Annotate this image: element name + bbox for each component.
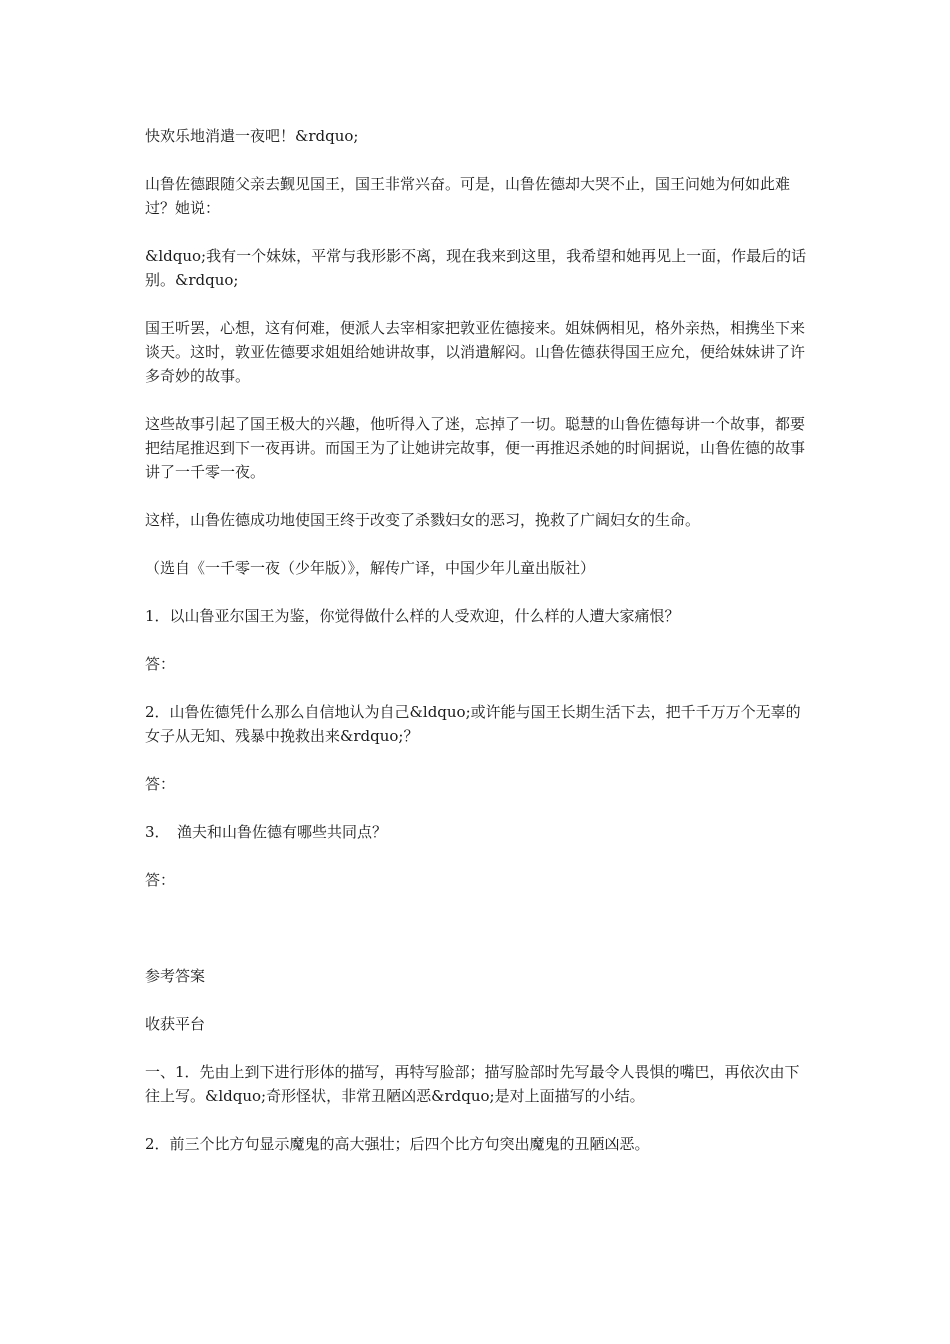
paragraph-outcome: 这样，山鲁佐德成功地使国王终于改变了杀戮妇女的恶习，挽救了广阔妇女的生命。 — [145, 511, 701, 529]
question-3: 3． 渔夫和山鲁佐德有哪些共同点？ — [145, 823, 388, 841]
reference-answers-heading: 参考答案 — [145, 967, 206, 985]
paragraph-sisters-meet: 国王听罢，心想，这有何难，便派人去宰相家把敦亚佐德接来。姐妹俩相见，格外亲热，相携坐下来谈天。这时，敦亚佐德要求姐姐给她讲故事，以消遣解闷。山鲁佐德获得国王应允，便给妹妹讲了许多奇妙的故事。 — [145, 319, 806, 385]
source-citation: （选自《一千零一夜（少年版）》，解传广译，中国少年儿童出版社） — [145, 559, 596, 577]
section-spacer — [145, 916, 810, 964]
question-1: 1．以山鲁亚尔国王为鉴，你觉得做什么样的人受欢迎，什么样的人遭大家痛恨？ — [145, 607, 680, 625]
answer-section-1-item-2: 2．前三个比方句显示魔鬼的高大强壮；后四个比方句突出魔鬼的丑陋凶恶。 — [145, 1135, 650, 1153]
question-2: 2．山鲁佐德凭什么那么自信地认为自己&ldquo;或许能与国王长期生活下去，把千千万万个无辜的女子从无知、残暴中挽救出来&rdquo;？ — [145, 703, 801, 745]
answer-3-label: 答： — [145, 871, 176, 889]
paragraph-sister-request: &ldquo;我有一个妹妹，平常与我形影不离，现在我来到这里，我希望和她再见上一面，作最后的话别。&rdquo; — [145, 247, 807, 289]
paragraph-stories-interest: 这些故事引起了国王极大的兴趣，他听得入了迷，忘掉了一切。聪慧的山鲁佐德每讲一个故事，都要把结尾推迟到下一夜再讲。而国王为了让她讲完故事，便一再推迟杀她的时间据说，山鲁佐德的故事讲了一千零一夜。 — [145, 415, 806, 481]
answer-section-1-item-1: 一、1．先由上到下进行形体的描写，再特写脸部；描写脸部时先写最令人畏惧的嘴巴，再依次由下往上写。&ldquo;奇形怪状，非常丑陋凶恶&rdquo;是对上面描写的小结。 — [145, 1063, 800, 1105]
harvest-platform-heading: 收获平台 — [145, 1015, 206, 1033]
paragraph-closing-quote: 快欢乐地消遣一夜吧！&rdquo; — [145, 127, 359, 145]
answer-2-label: 答： — [145, 775, 176, 793]
answer-1-label: 答： — [145, 655, 176, 673]
paragraph-visit-king: 山鲁佐德跟随父亲去觐见国王，国王非常兴奋。可是，山鲁佐德却大哭不止，国王问她为何如此难过？她说： — [145, 175, 791, 217]
document-body — [145, 124, 810, 1180]
